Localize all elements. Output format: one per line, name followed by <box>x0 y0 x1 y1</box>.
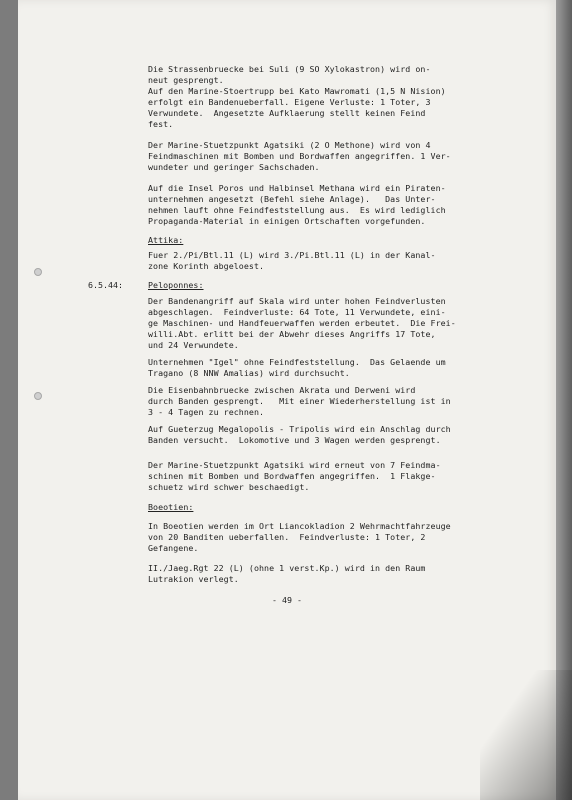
body-line: schuetz wird schwer beschaedigt. <box>148 482 310 492</box>
body-line: Verwundete. Angesetzte Aufklaerung stellt keinen Feind <box>148 108 426 118</box>
body-line: von 20 Banditen ueberfallen. Feindverluste: 1 Toter, 2 <box>148 532 426 542</box>
body-line: unternehmen angesetzt (Befehl siehe Anlage). Das Unter- <box>148 194 436 204</box>
body-line: Auf Gueterzug Megalopolis - Tripolis wird ein Anschlag durch <box>148 424 451 434</box>
punch-hole <box>34 392 42 400</box>
body-line: Der Bandenangriff auf Skala wird unter hohen Feindverlusten <box>148 296 446 306</box>
body-line: zone Korinth abgeloest. <box>148 261 265 271</box>
scan-corner-shadow <box>480 670 572 800</box>
body-line: Propaganda-Material in einigen Ortschaften vorgefunden. <box>148 216 426 226</box>
section-heading-peloponnes: Peloponnes: <box>148 280 204 290</box>
body-line: Auf die Insel Poros und Halbinsel Methana wird ein Piraten- <box>148 183 446 193</box>
body-line: II./Jaeg.Rgt 22 (L) (ohne 1 verst.Kp.) wird in den Raum <box>148 563 426 573</box>
body-line: neut gesprengt. <box>148 75 224 85</box>
body-line: Auf den Marine-Stoertrupp bei Kato Mawromati (1,5 N Nision) <box>148 86 446 96</box>
body-line: Die Strassenbruecke bei Suli (9 SO Xylokastron) wird on- <box>148 64 431 74</box>
body-line: In Boeotien werden im Ort Liancokladion 2 Wehrmachtfahrzeuge <box>148 521 451 531</box>
date-margin: 6.5.44: <box>88 280 123 290</box>
section-heading-attika: Attika: <box>148 235 184 245</box>
body-line: Fuer 2./Pi/Btl.11 (L) wird 3./Pi.Btl.11 (L) in der Kanal- <box>148 250 436 260</box>
body-line: wundeter und geringer Sachschaden. <box>148 162 320 172</box>
body-line: Banden versucht. Lokomotive und 3 Wagen werden gesprengt. <box>148 435 441 445</box>
body-line: durch Banden gesprengt. Mit einer Wiederherstellung ist in <box>148 396 451 406</box>
body-line: erfolgt ein Bandenueberfall. Eigene Verluste: 1 Toter, 3 <box>148 97 431 107</box>
body-line: Der Marine-Stuetzpunkt Agatsiki (2 O Methone) wird von 4 <box>148 140 431 150</box>
body-line: Der Marine-Stuetzpunkt Agatsiki wird erneut von 7 Feindma- <box>148 460 441 470</box>
body-line: Feindmaschinen mit Bomben und Bordwaffen angegriffen. 1 Ver- <box>148 151 451 161</box>
body-line: Gefangene. <box>148 543 199 553</box>
section-heading-boeotien: Boeotien: <box>148 502 194 512</box>
body-line: 3 - 4 Tagen zu rechnen. <box>148 407 265 417</box>
body-line: Unternehmen "Igel" ohne Feindfeststellung. Das Gelaende um <box>148 357 446 367</box>
body-line: und 24 Verwundete. <box>148 340 239 350</box>
body-line: Die Eisenbahnbruecke zwischen Akrata und Derweni wird <box>148 385 416 395</box>
body-line: ge Maschinen- und Handfeuerwaffen werden erbeutet. Die Frei- <box>148 318 456 328</box>
body-line: Lutrakion verlegt. <box>148 574 239 584</box>
body-line: willi.Abt. erlitt bei der Abwehr dieses Angriffs 17 Tote, <box>148 329 436 339</box>
punch-hole <box>34 268 42 276</box>
page-number: - 49 - <box>272 595 302 605</box>
body-line: Tragano (8 NNW Amalias) wird durchsucht. <box>148 368 350 378</box>
body-line: schinen mit Bomben und Bordwaffen angegriffen. 1 Flakge- <box>148 471 436 481</box>
body-line: fest. <box>148 119 174 129</box>
body-line: nehmen lauft ohne Feindfeststellung aus. Es wird lediglich <box>148 205 446 215</box>
body-line: abgeschlagen. Feindverluste: 64 Tote, 11 Verwundete, eini- <box>148 307 446 317</box>
